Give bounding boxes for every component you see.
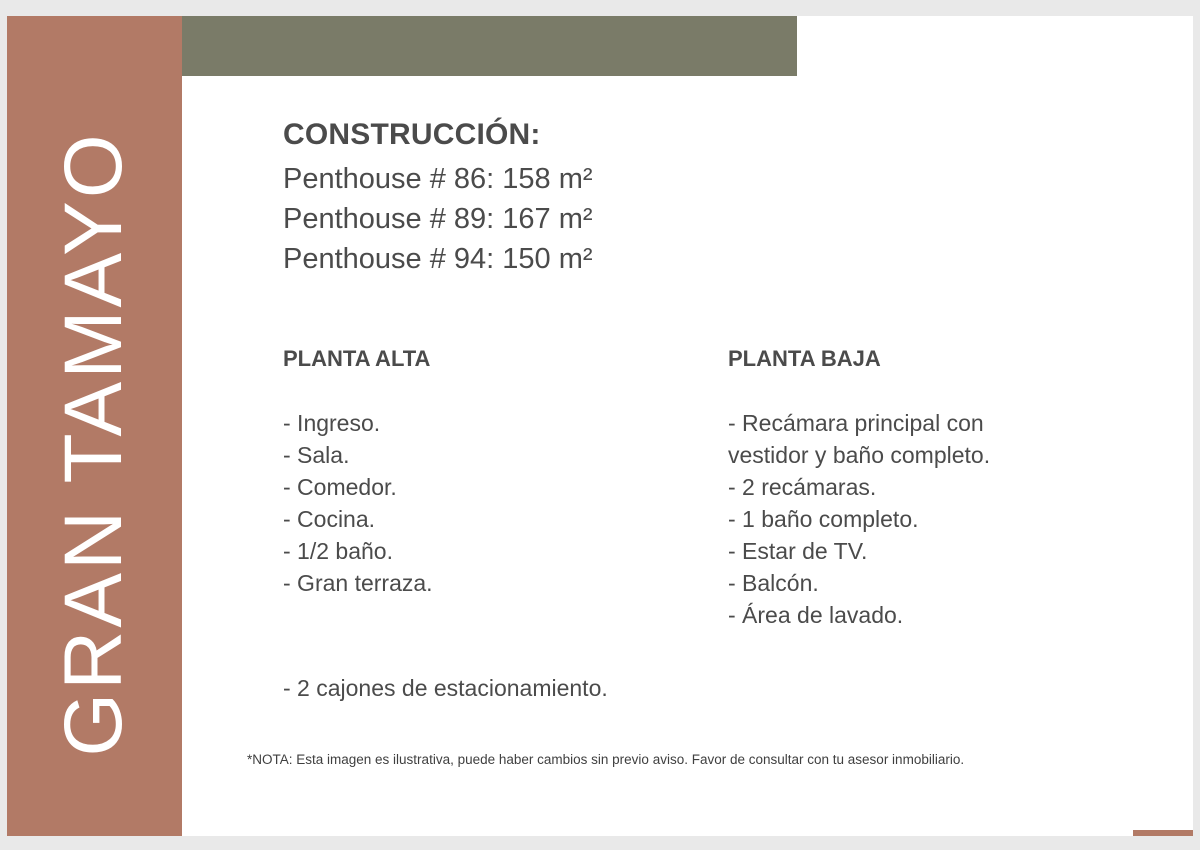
construccion-heading: CONSTRUCCIÓN:: [283, 118, 541, 151]
corner-accent: [1133, 830, 1193, 836]
list-item: - Sala.: [283, 442, 350, 468]
penthouse-94-size: Penthouse # 94: 150 m²: [283, 243, 593, 275]
planta-alta-heading: PLANTA ALTA: [283, 346, 431, 371]
parking-info: - 2 cajones de estacionamiento.: [283, 675, 608, 701]
list-item: - Estar de TV.: [728, 538, 868, 564]
list-item: - Comedor.: [283, 474, 397, 500]
list-item: - 1 baño completo.: [728, 506, 919, 532]
top-accent-bar: [182, 16, 797, 76]
list-item: - Área de lavado.: [728, 602, 904, 628]
penthouse-86-size: Penthouse # 86: 158 m²: [283, 163, 593, 195]
list-item: - Ingreso.: [283, 410, 381, 436]
project-title: GRAN TAMAYO: [48, 131, 139, 757]
penthouse-89-size: Penthouse # 89: 167 m²: [283, 203, 593, 235]
construccion-list: [283, 159, 593, 279]
list-item: - Cocina.: [283, 506, 376, 532]
brochure-page: [7, 16, 1193, 836]
planta-alta-list: [283, 407, 433, 599]
list-item: - 1/2 baño.: [283, 538, 393, 564]
list-item: - Recámara principal con vestidor y baño completo.: [728, 410, 991, 468]
list-item: - 2 recámaras.: [728, 474, 877, 500]
list-item: - Balcón.: [728, 570, 819, 596]
planta-baja-heading: PLANTA BAJA: [728, 346, 881, 371]
side-band: [7, 16, 182, 836]
list-item: - Gran terraza.: [283, 570, 433, 596]
disclaimer-note: *NOTA: Esta imagen es ilustrativa, puede haber cambios sin previo aviso. Favor de consultar con tu asesor inmobiliario.: [247, 752, 965, 767]
planta-baja-list: [728, 407, 1058, 631]
